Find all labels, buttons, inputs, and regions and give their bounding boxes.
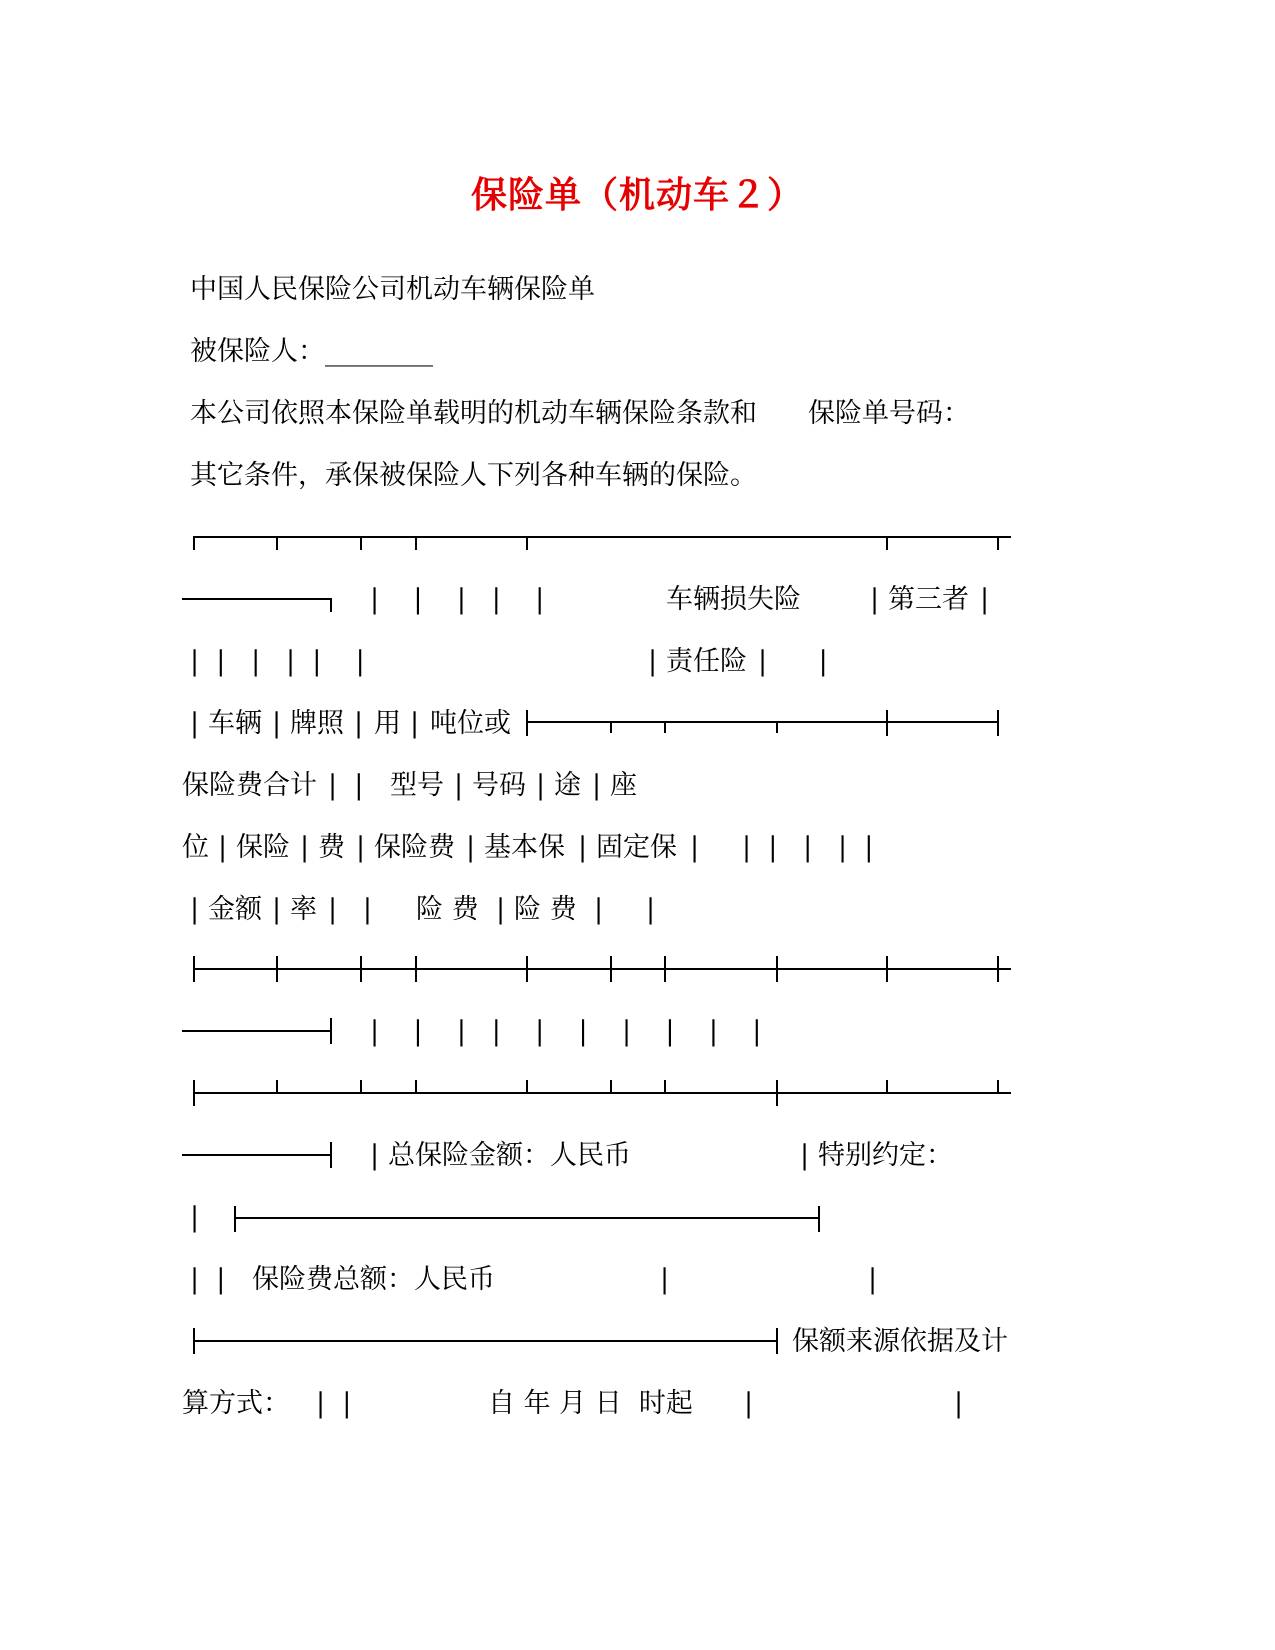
cell-border: | | — [190, 1264, 226, 1295]
table-tick — [997, 956, 999, 982]
intro-line-2: 其它条件，承保被保险人下列各种车辆的保险。 — [190, 460, 757, 491]
table-tick — [360, 956, 362, 982]
col-basic: 基本保 — [484, 832, 565, 863]
cell-border: | | | | | | — [190, 646, 365, 677]
table-tick — [276, 536, 278, 550]
table-tick — [886, 536, 888, 550]
cell-border: | — [980, 584, 990, 615]
table-rule — [193, 1092, 1011, 1094]
table-tick — [997, 536, 999, 550]
table-tick — [330, 598, 332, 612]
table-tick — [886, 710, 888, 736]
col-vehicle: 车辆 — [208, 708, 262, 739]
table-tick — [330, 1018, 332, 1044]
table-tick — [997, 710, 999, 736]
cell-border: | — [190, 894, 200, 925]
cell-border: | — [868, 1264, 878, 1295]
cell-border: | | — [328, 770, 364, 801]
cell-border: | | — [758, 646, 828, 677]
table-tick — [818, 1206, 820, 1232]
table-tick — [276, 1080, 278, 1092]
calc-method-label: 算方式： — [182, 1388, 290, 1419]
cell-border: | — [410, 708, 420, 739]
table-tick — [193, 536, 195, 550]
col-rate: 率 — [290, 894, 317, 925]
table-tick — [664, 1080, 666, 1092]
cell-border: | — [536, 770, 546, 801]
col-use: 用 — [374, 708, 401, 739]
col-tonnage: 吨位或 — [430, 708, 511, 739]
table-tick — [886, 956, 888, 982]
table-mid-border — [193, 968, 1011, 970]
table-tick — [360, 536, 362, 550]
basis-label: 保额来源依据及计 — [792, 1326, 1008, 1357]
cell-border: | — [466, 832, 476, 863]
table-tick — [664, 956, 666, 982]
table-tick — [330, 1142, 332, 1168]
table-tick — [415, 536, 417, 550]
total-insured-label: 总保险金额：人民币 — [388, 1140, 631, 1171]
cell-border: | | | | | — [370, 584, 545, 615]
table-tick — [526, 956, 528, 982]
table-rule — [182, 1154, 332, 1156]
cell-border: | — [496, 894, 506, 925]
cell-border: | | — [594, 894, 656, 925]
cell-border: | — [744, 1388, 754, 1419]
table-tick — [776, 721, 778, 733]
col-plate: 牌照 — [290, 708, 344, 739]
special-terms-label: 特别约定： — [818, 1140, 953, 1171]
table-rule — [182, 1030, 332, 1032]
cell-border: | | | | | | — [690, 832, 874, 863]
table-tick — [776, 1080, 778, 1106]
col-total-premium: 保险费合计 — [182, 770, 317, 801]
cell-border: | | — [328, 894, 372, 925]
cell-border: | — [870, 584, 880, 615]
col-insurance: 保险 — [236, 832, 290, 863]
header-liability: 责任险 — [666, 646, 747, 677]
table-tick — [526, 1080, 528, 1092]
table-tick — [526, 536, 528, 550]
cell-border: | — [578, 832, 588, 863]
table-tick — [776, 1328, 778, 1354]
table-tick — [610, 721, 612, 733]
table-rule — [193, 1340, 777, 1342]
col-premium: 保险费 — [374, 832, 455, 863]
col-seat: 座 — [610, 770, 637, 801]
table-tick — [610, 956, 612, 982]
col-model: 型号 — [390, 770, 444, 801]
cell-border: | — [800, 1140, 810, 1171]
table-tick — [360, 1080, 362, 1092]
table-tick — [886, 1080, 888, 1092]
header-vehicle-loss: 车辆损失险 — [666, 584, 801, 615]
period-label: 自 年 月 日 时起 — [488, 1388, 693, 1419]
table-tick — [526, 710, 528, 736]
document-title: 保险单（机动车２） — [470, 175, 804, 216]
cell-border: | — [272, 894, 282, 925]
table-tick — [234, 1206, 236, 1232]
insured-line: 被保险人：________ — [190, 336, 433, 367]
cell-border: | — [190, 708, 200, 739]
col-risk-fee-2: 险 费 — [514, 894, 577, 925]
cell-border: | — [272, 708, 282, 739]
intro-line: 本公司依照本保险单载明的机动车辆保险条款和 — [190, 398, 757, 429]
table-tick — [193, 956, 195, 982]
cell-border: | — [648, 646, 658, 677]
table-tick — [776, 956, 778, 982]
table-rule — [182, 598, 332, 600]
cell-border: | — [370, 1140, 380, 1171]
company-heading: 中国人民保险公司机动车辆保险单 — [190, 274, 595, 305]
table-tick — [610, 1080, 612, 1092]
col-number: 号码 — [472, 770, 526, 801]
cell-border: | — [592, 770, 602, 801]
table-tick — [997, 1080, 999, 1092]
table-tick — [276, 956, 278, 982]
col-position: 位 — [182, 832, 209, 863]
col-amount: 金额 — [208, 894, 262, 925]
cell-border: | — [660, 1264, 670, 1295]
table-tick — [415, 1080, 417, 1092]
col-way: 途 — [554, 770, 581, 801]
cell-border: | — [454, 770, 464, 801]
col-fee: 费 — [318, 832, 345, 863]
cell-border: | | — [316, 1388, 352, 1419]
cell-border: | — [354, 708, 364, 739]
table-tick — [664, 721, 666, 733]
col-risk-fee-1: 险 费 — [416, 894, 479, 925]
cell-border: | — [300, 832, 310, 863]
table-top-border — [193, 536, 1011, 538]
cell-border: | — [356, 832, 366, 863]
table-rule — [234, 1217, 820, 1219]
table-tick — [193, 1080, 195, 1106]
cell-border: | — [190, 1202, 200, 1233]
cell-border: | — [218, 832, 228, 863]
col-fixed: 固定保 — [596, 832, 677, 863]
total-premium-label: 保险费总额：人民币 — [252, 1264, 495, 1295]
header-third-party: 第三者 — [888, 584, 969, 615]
cell-border: | | | | | | | | | | — [370, 1016, 762, 1047]
table-tick — [415, 956, 417, 982]
table-rule — [526, 721, 998, 723]
policy-number-label: 保险单号码： — [808, 398, 970, 429]
cell-border: | — [954, 1388, 964, 1419]
